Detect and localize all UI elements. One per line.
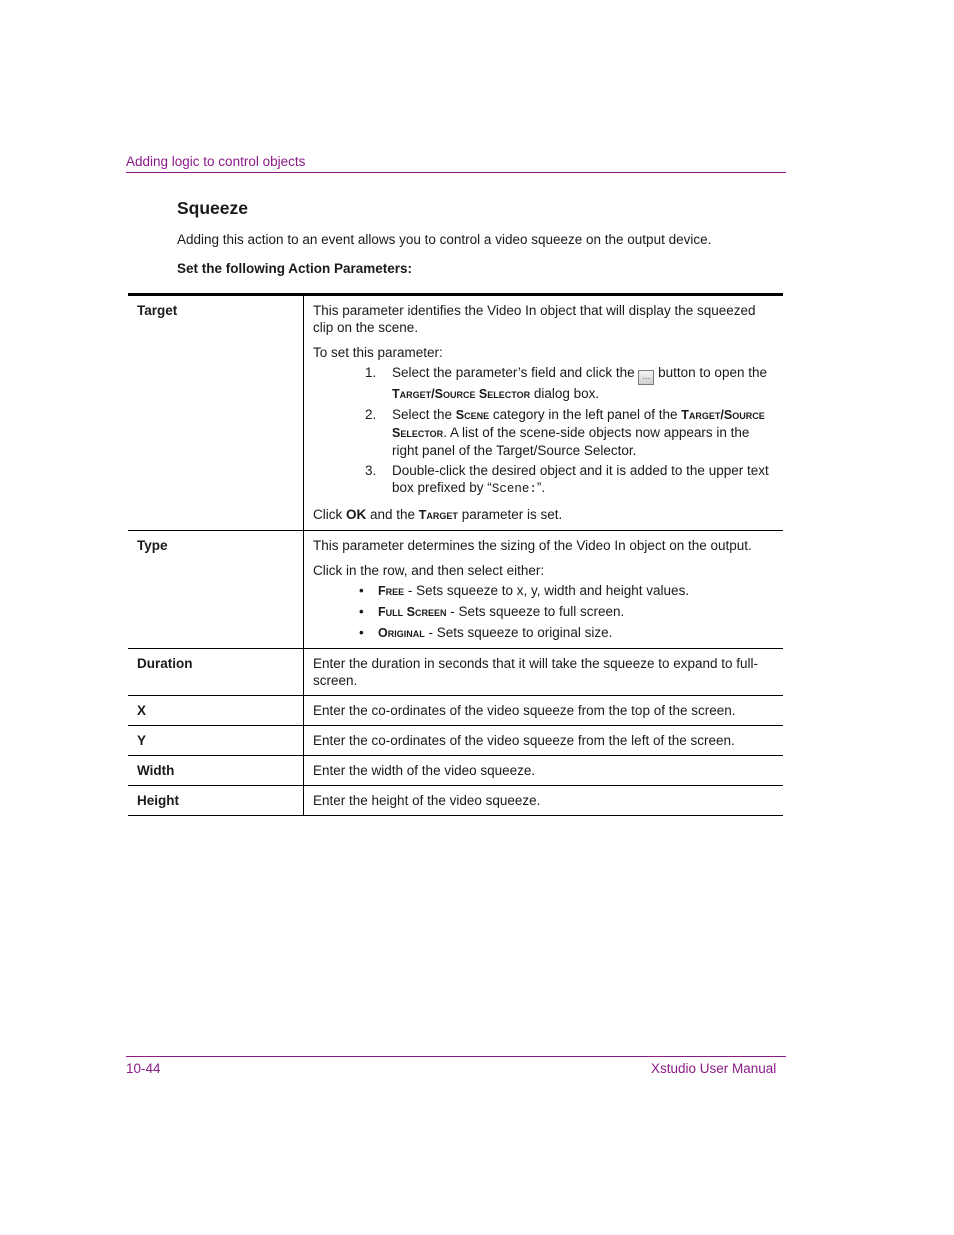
table-row — [128, 295, 783, 531]
param-name-height: Height — [128, 786, 304, 816]
param-name-target: Target — [128, 295, 304, 531]
target-final — [313, 506, 774, 524]
option-text: - Sets squeeze to x, y, width and height values. — [404, 583, 690, 598]
type-howto: Click in the row, and then select either: — [313, 563, 545, 578]
dialog-name: Target/Source Selector — [392, 387, 531, 401]
ellipsis-button-icon: … — [638, 370, 654, 385]
option-name: Free — [378, 584, 405, 598]
target-steps — [313, 364, 774, 498]
final-text: parameter is set. — [457, 507, 563, 522]
step-text: ”. — [536, 480, 546, 495]
step-text: button to open the — [654, 365, 767, 380]
param-ref: Target — [418, 508, 458, 522]
running-header: Adding logic to control objects — [126, 154, 306, 169]
param-name-type: Type — [128, 531, 304, 649]
param-desc-y: Enter the co-ordinates of the video squeeze from the left of the screen. — [304, 726, 784, 756]
manual-title: Xstudio User Manual — [651, 1061, 777, 1076]
step-text: Select the — [392, 407, 456, 422]
table-row — [128, 726, 783, 756]
param-desc-target — [304, 295, 784, 531]
type-options — [313, 582, 774, 642]
param-desc-x: Enter the co-ordinates of the video squeeze from the top of the screen. — [304, 696, 784, 726]
code-prefix: Scene: — [491, 482, 537, 496]
table-row — [128, 786, 783, 816]
step-text: . A list of the scene-side objects now appears in the right panel of the Target/Source Selector. — [392, 425, 750, 458]
target-howto: To set this parameter: — [313, 345, 443, 360]
section-title: Squeeze — [177, 198, 248, 218]
option-name: Original — [378, 626, 425, 640]
option-text: - Sets squeeze to full screen. — [446, 604, 625, 619]
step-text: Double-click the desired object and it is added to the upper text box prefixed by “ — [392, 463, 769, 495]
table-row — [128, 756, 783, 786]
option-name: Full Screen — [378, 605, 447, 619]
step-text: category in the left panel of the — [489, 407, 682, 422]
list-item — [365, 406, 774, 459]
param-desc-type — [304, 531, 784, 649]
list-item — [365, 364, 774, 403]
step-number: 3. — [365, 463, 377, 478]
param-desc-duration: Enter the duration in seconds that it will take the squeeze to expand to full-screen. — [304, 649, 784, 696]
param-desc-width: Enter the width of the video squeeze. — [304, 756, 784, 786]
option-text: - Sets squeeze to original size. — [424, 625, 613, 640]
type-description: This parameter determines the sizing of the Video In object on the output. — [313, 538, 752, 553]
list-item — [365, 462, 774, 498]
ok-label: OK — [346, 507, 367, 522]
target-description: This parameter identifies the Video In object that will display the squeezed clip on the scene. — [313, 303, 756, 335]
page-number: 10-44 — [126, 1061, 161, 1076]
list-item — [378, 603, 774, 621]
param-name-y: Y — [128, 726, 304, 756]
step-text: dialog box. — [530, 386, 600, 401]
step-text: Select the parameter’s field and click the — [392, 365, 639, 380]
param-desc-height: Enter the height of the video squeeze. — [304, 786, 784, 816]
list-item — [378, 624, 774, 642]
final-text: and the — [366, 507, 419, 522]
table-row — [128, 696, 783, 726]
param-name-width: Width — [128, 756, 304, 786]
param-name-duration: Duration — [128, 649, 304, 696]
step-number: 2. — [365, 407, 377, 422]
final-text: Click — [313, 507, 346, 522]
step-number: 1. — [365, 365, 377, 380]
action-parameters-table — [128, 293, 783, 816]
parameters-subheading: Set the following Action Parameters: — [177, 261, 413, 276]
intro-paragraph: Adding this action to an event allows you to control a video squeeze on the output device. — [177, 232, 712, 247]
header-rule — [126, 172, 786, 173]
footer-rule — [126, 1056, 786, 1057]
table-row — [128, 531, 783, 649]
table-row — [128, 649, 783, 696]
category-name: Scene — [455, 408, 490, 422]
list-item — [378, 582, 774, 600]
param-name-x: X — [128, 696, 304, 726]
dialog-name: Target/Source Selector — [392, 408, 765, 440]
